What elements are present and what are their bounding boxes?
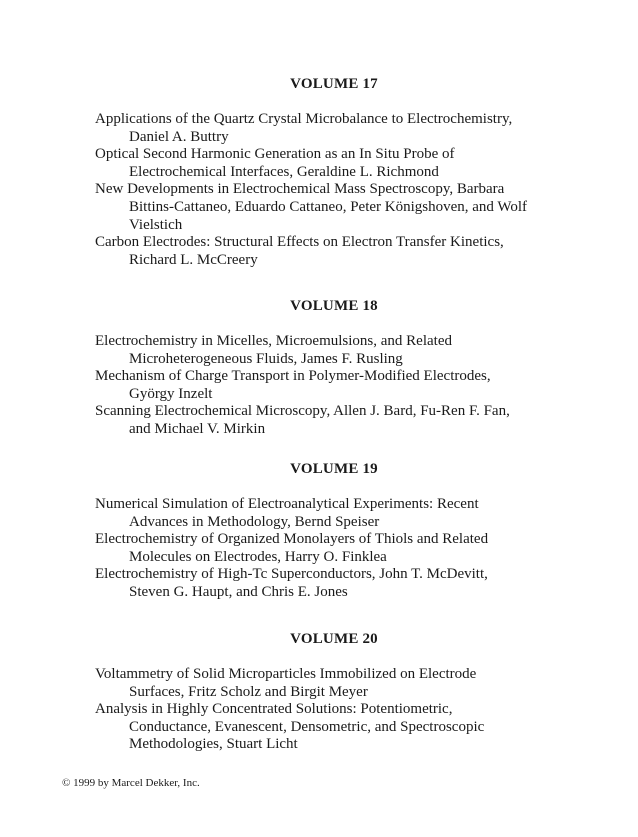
- volume-entry-list: [0, 666, 530, 754]
- copyright-notice: © 1999 by Marcel Dekker, Inc.: [62, 777, 200, 789]
- volume-entry-list: [0, 111, 530, 269]
- volume-entry-list: [0, 496, 530, 602]
- chapter-entry: Analysis in Highly Concentrated Solutions: Potentiometric, Conductance, Evanescent, Densometric, and Spectroscopic Methodologies, Stuart Licht: [95, 701, 485, 753]
- chapter-entry: Carbon Electrodes: Structural Effects on Electron Transfer Kinetics, Richard L. McCreery: [95, 234, 504, 268]
- chapter-entry: Electrochemistry of Organized Monolayers of Thiols and Related Molecules on Electrodes, Harry O. Finklea: [95, 531, 489, 565]
- volume-17-section: [0, 75, 638, 269]
- volume-18-section: [0, 297, 638, 439]
- volume-entry-list: [0, 333, 530, 439]
- volume-heading: VOLUME 17: [290, 76, 378, 92]
- volume-19-section: [0, 460, 638, 602]
- chapter-entry: Scanning Electrochemical Microscopy, Allen J. Bard, Fu-Ren F. Fan, and Michael V. Mirkin: [95, 403, 510, 437]
- volume-heading: VOLUME 18: [290, 298, 378, 314]
- chapter-entry: Mechanism of Charge Transport in Polymer-Modified Electrodes, György Inzelt: [95, 368, 491, 402]
- chapter-entry: Applications of the Quartz Crystal Microbalance to Electrochemistry, Daniel A. Buttry: [95, 111, 513, 145]
- chapter-entry: Optical Second Harmonic Generation as an In Situ Probe of Electrochemical Interfaces, Geraldine L. Richmond: [95, 146, 455, 180]
- chapter-entry: Electrochemistry of High-Tc Superconductors, John T. McDevitt, Steven G. Haupt, and Chris E. Jones: [95, 566, 488, 600]
- chapter-entry: Voltammetry of Solid Microparticles Immobilized on Electrode Surfaces, Fritz Scholz and Birgit Meyer: [95, 666, 477, 700]
- volume-20-section: [0, 630, 638, 754]
- volume-heading: VOLUME 19: [290, 461, 378, 477]
- chapter-entry: Electrochemistry in Micelles, Microemulsions, and Related Microheterogeneous Fluids, James F. Rusling: [95, 333, 452, 367]
- chapter-entry: New Developments in Electrochemical Mass Spectroscopy, Barbara Bittins-Cattaneo, Eduardo Cattaneo, Peter Königshoven, and Wolf Vielstich: [95, 181, 528, 233]
- chapter-entry: Numerical Simulation of Electroanalytical Experiments: Recent Advances in Methodology, Bernd Speiser: [95, 496, 479, 530]
- volume-heading: VOLUME 20: [290, 631, 378, 647]
